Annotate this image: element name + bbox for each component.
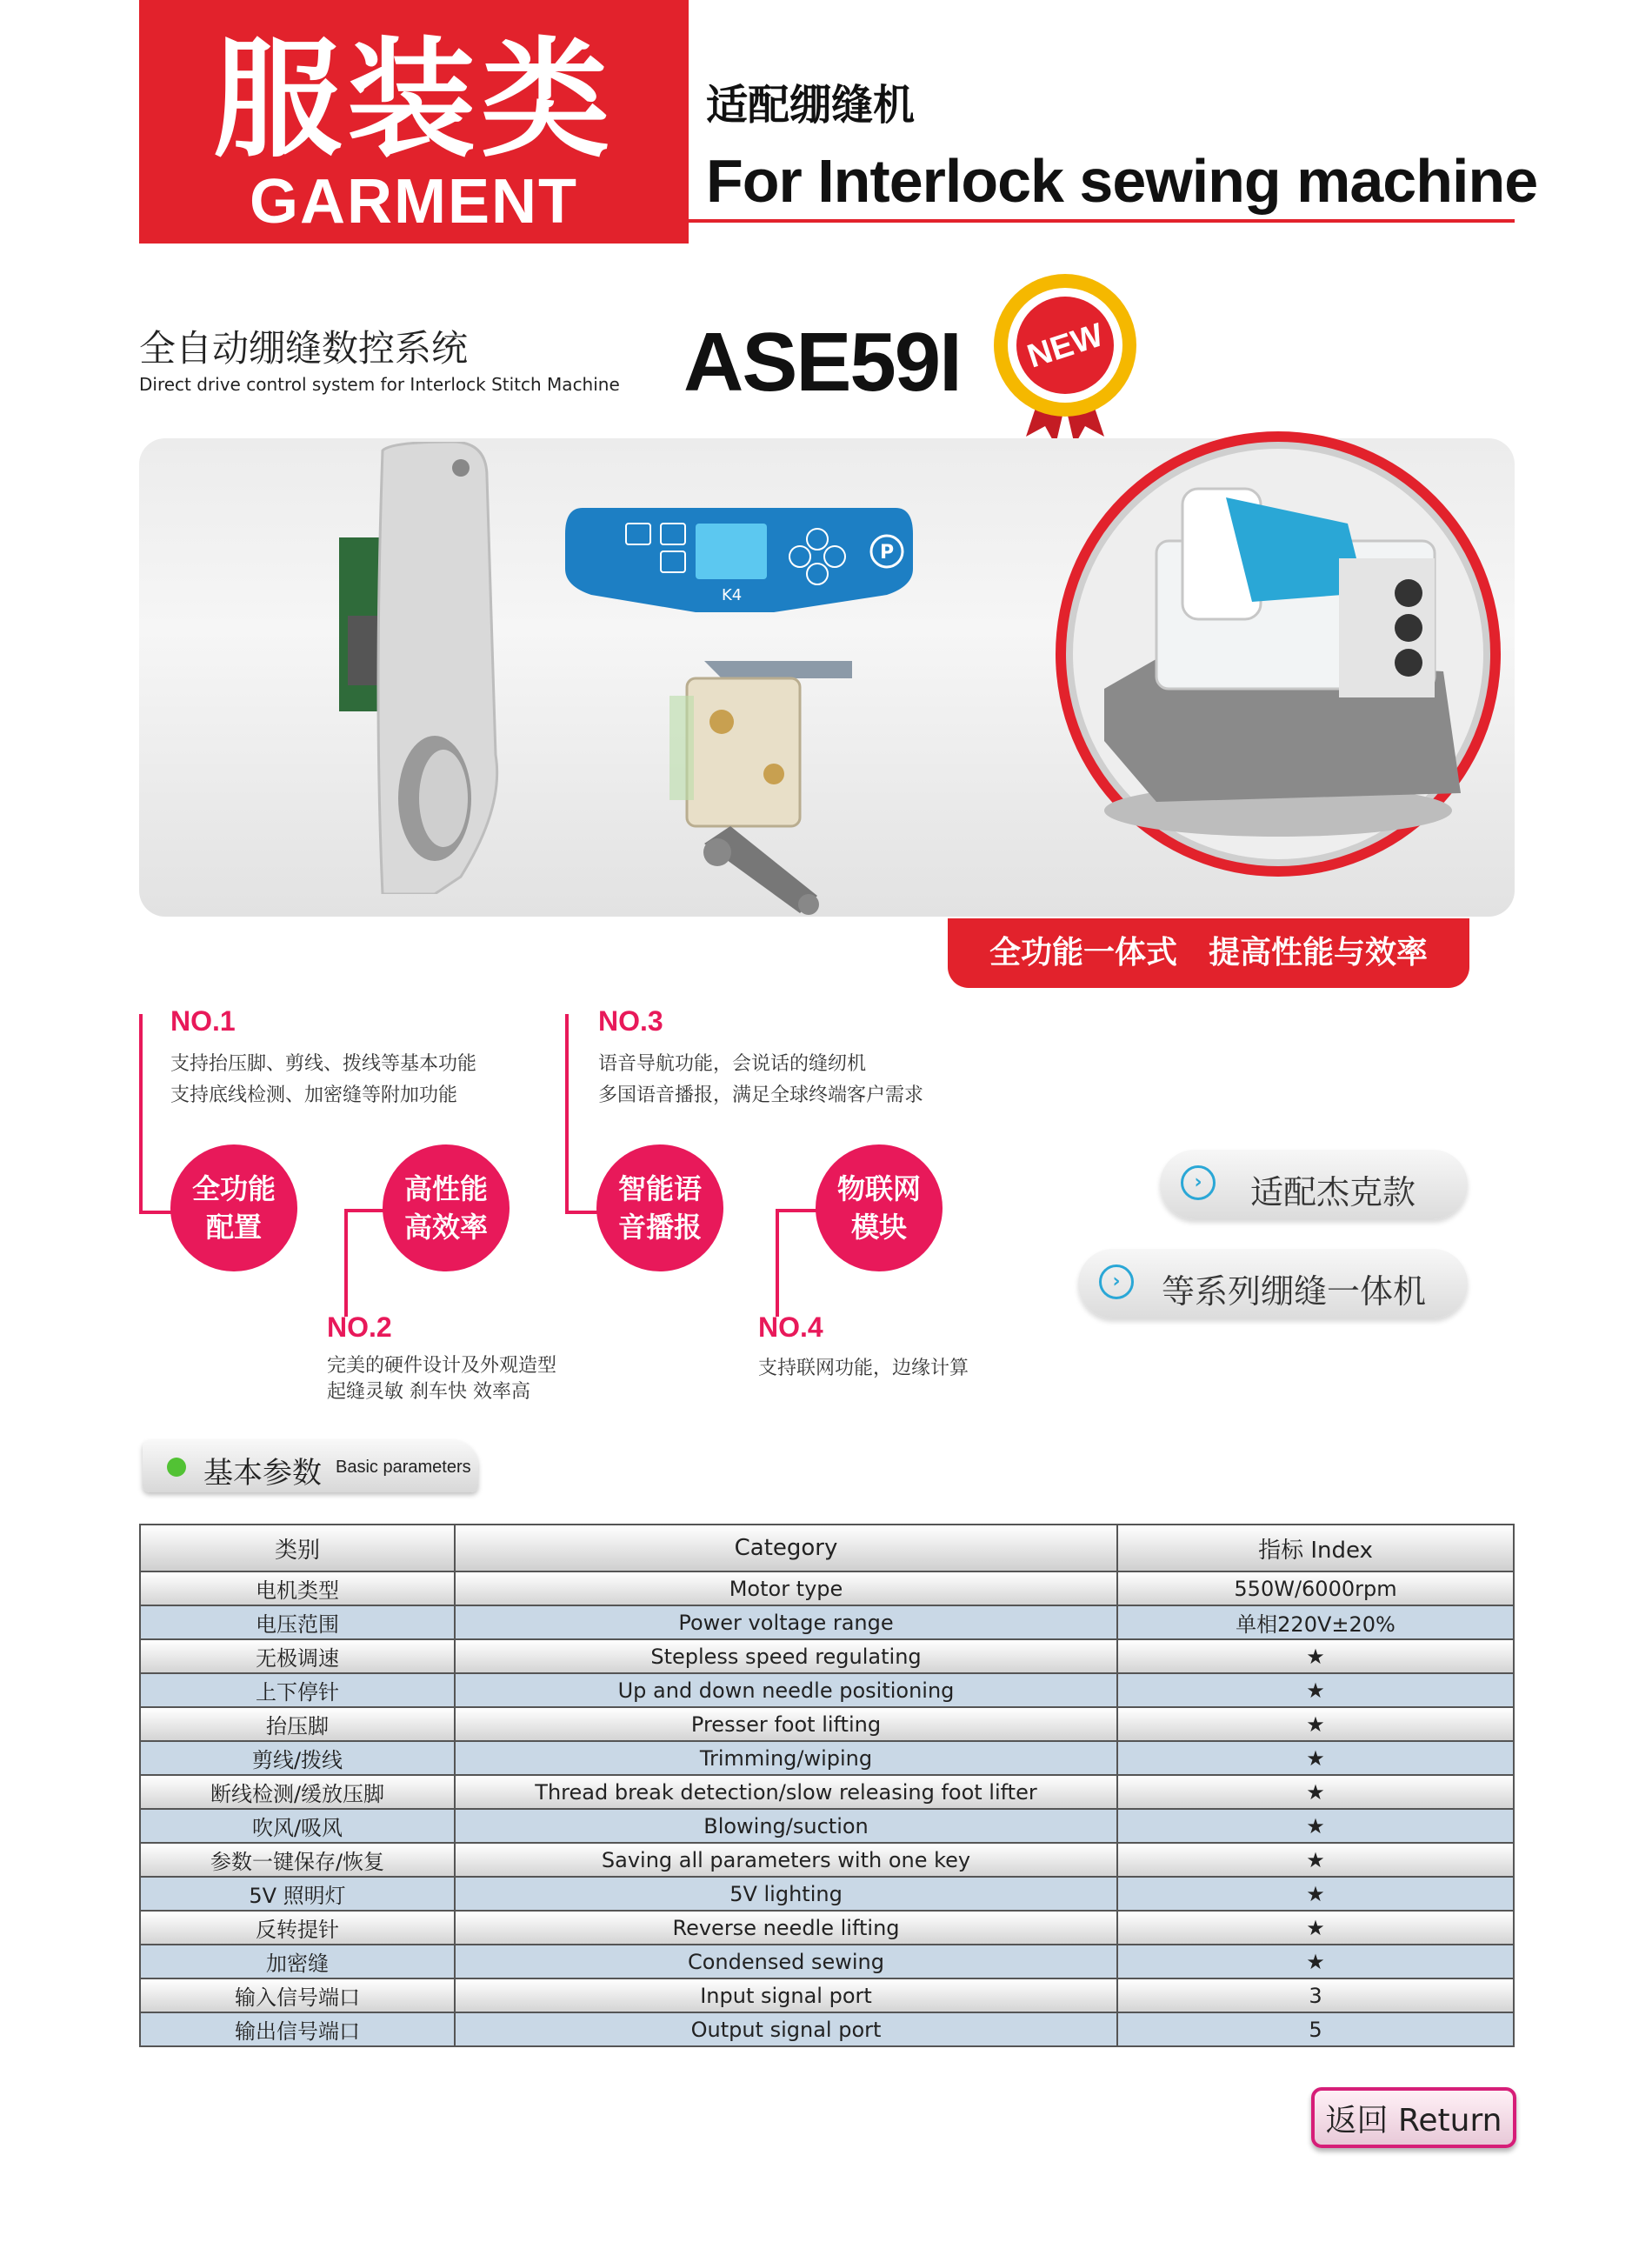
cell-category-en: Trimming/wiping <box>455 1741 1117 1775</box>
keypad-label: K4 <box>722 586 743 604</box>
cell-category-en: Output signal port <box>455 2012 1117 2046</box>
basic-parameters-title-en: Basic parameters <box>336 1458 471 1477</box>
cell-index: ★ <box>1117 1639 1514 1673</box>
feature-1-number: NO.1 <box>170 1005 236 1037</box>
cell-category-en: Stepless speed regulating <box>455 1639 1117 1673</box>
feature-4-circle-line-2: 模块 <box>850 1211 907 1244</box>
header-cell-category-en: Category <box>455 1525 1117 1571</box>
feature-2-line-2: 起缝灵敏 刹车快 效率高 <box>327 1381 530 1403</box>
feature-2-desc <box>327 1353 556 1405</box>
cell-category-en: Saving all parameters with one key <box>455 1843 1117 1877</box>
feature-2-circle-line-2: 高效率 <box>403 1211 488 1244</box>
cell-category-en: Thread break detection/slow releasing foot lifter <box>455 1775 1117 1809</box>
cell-category-en: Motor type <box>455 1571 1117 1605</box>
cell-index: ★ <box>1117 1911 1514 1945</box>
category-title-en: GARMENT <box>250 167 578 237</box>
cell-category-zh: 剪线/拨线 <box>140 1741 455 1775</box>
feature-4-connector-h <box>776 1209 819 1212</box>
feature-4-circle <box>816 1144 943 1271</box>
cell-category-en: Power voltage range <box>455 1605 1117 1639</box>
system-title-en: Direct drive control system for Interlock Stitch Machine <box>139 374 620 395</box>
parameters-table <box>139 1524 1515 2047</box>
cell-index: ★ <box>1117 1741 1514 1775</box>
header-cell-category-zh: 类别 <box>140 1525 455 1571</box>
servo-motor-image <box>330 442 522 894</box>
table-row <box>140 1741 1514 1775</box>
feature-3-desc <box>598 1049 923 1111</box>
system-title-zh: 全自动绷缝数控系统 <box>139 327 469 370</box>
feature-3-connector-v <box>565 1014 569 1214</box>
feature-4-line-1: 支持联网功能，边缘计算 <box>758 1358 969 1379</box>
cell-category-en: Reverse needle lifting <box>455 1911 1117 1945</box>
feature-1-line-1: 支持抬压脚、剪线、拨线等基本功能 <box>170 1053 477 1075</box>
compat-pill-2 <box>1078 1249 1468 1318</box>
cell-category-zh: 无极调速 <box>140 1639 455 1673</box>
feature-2-connector-v <box>344 1209 348 1317</box>
cell-category-zh: 电机类型 <box>140 1571 455 1605</box>
feature-3-line-2: 多国语音播报，满足全球终端客户需求 <box>598 1084 924 1106</box>
basic-parameters-title-zh: 基本参数 <box>203 1456 322 1491</box>
cell-category-en: Condensed sewing <box>455 1945 1117 1978</box>
cell-category-zh: 电压范围 <box>140 1605 455 1639</box>
cell-index: 3 <box>1117 1978 1514 2012</box>
cell-index: ★ <box>1117 1945 1514 1978</box>
cell-index: ★ <box>1117 1673 1514 1707</box>
cell-category-zh: 抬压脚 <box>140 1707 455 1741</box>
cell-category-en: Presser foot lifting <box>455 1707 1117 1741</box>
table-row <box>140 1945 1514 1978</box>
table-row <box>140 1605 1514 1639</box>
control-keypad-image <box>565 499 913 614</box>
compat-pill-2-text: 等系列绷缝一体机 <box>1162 1272 1427 1311</box>
cell-index: 5 <box>1117 2012 1514 2046</box>
feature-1-connector-h <box>139 1211 174 1214</box>
cell-category-en: Up and down needle positioning <box>455 1673 1117 1707</box>
table-row <box>140 1775 1514 1809</box>
feature-4-desc <box>758 1353 969 1385</box>
feature-1-desc <box>170 1049 476 1111</box>
solenoid-bracket-image <box>652 644 861 922</box>
cell-index: ★ <box>1117 1877 1514 1911</box>
cell-category-en: Blowing/suction <box>455 1809 1117 1843</box>
feature-1-circle-line-1: 全功能 <box>191 1172 276 1205</box>
feature-2-circle-line-1: 高性能 <box>403 1172 488 1205</box>
table-row <box>140 1843 1514 1877</box>
chevron-right-icon: › <box>1181 1165 1216 1200</box>
basic-parameters-tab <box>143 1440 478 1492</box>
title-underline <box>689 219 1515 223</box>
feature-3-connector-h <box>565 1211 600 1214</box>
cell-category-en: Input signal port <box>455 1978 1117 2012</box>
feature-1-connector-v <box>139 1014 143 1214</box>
category-title-zh: 服装类 <box>213 25 615 175</box>
cell-index: ★ <box>1117 1775 1514 1809</box>
compat-pill-1-text: 适配杰克款 <box>1250 1173 1416 1211</box>
feature-4-number: NO.4 <box>758 1311 823 1343</box>
feature-3-circle <box>596 1144 723 1271</box>
cell-index: 单相220V±20% <box>1117 1605 1514 1639</box>
cell-category-zh: 加密缝 <box>140 1945 455 1978</box>
cell-index: ★ <box>1117 1843 1514 1877</box>
cell-category-zh: 输入信号端口 <box>140 1978 455 2012</box>
table-row <box>140 1877 1514 1911</box>
feature-4-connector-v <box>776 1209 779 1317</box>
cell-index: ★ <box>1117 1707 1514 1741</box>
table-row <box>140 1978 1514 2012</box>
model-name: ASE59I <box>683 316 961 409</box>
cell-category-zh: 参数一键保存/恢复 <box>140 1843 455 1877</box>
feature-2-line-1: 完美的硬件设计及外观造型 <box>327 1355 557 1377</box>
return-button[interactable]: 返回 Return <box>1311 2087 1516 2148</box>
feature-3-number: NO.3 <box>598 1005 663 1037</box>
feature-2-circle <box>383 1144 510 1271</box>
cell-category-zh: 上下停针 <box>140 1673 455 1707</box>
slogan-ribbon: 全功能一体式 提高性能与效率 <box>948 918 1469 988</box>
cell-category-zh: 反转提针 <box>140 1911 455 1945</box>
cell-category-en: 5V lighting <box>455 1877 1117 1911</box>
feature-2-connector-h <box>344 1209 386 1212</box>
cell-category-zh: 5V 照明灯 <box>140 1877 455 1911</box>
feature-3-circle-line-1: 智能语 <box>617 1172 702 1205</box>
interlock-machine-image <box>1052 428 1504 880</box>
table-row <box>140 1911 1514 1945</box>
table-row <box>140 1707 1514 1741</box>
feature-1-circle-line-2: 配置 <box>205 1211 262 1244</box>
header-cell-index: 指标 Index <box>1117 1525 1514 1571</box>
new-badge-icon <box>991 271 1139 445</box>
fit-title-zh: 适配绷缝机 <box>706 81 916 130</box>
feature-3-circle-line-2: 音播报 <box>617 1211 702 1244</box>
svg-text:P: P <box>879 542 895 564</box>
cell-category-zh: 断线检测/缓放压脚 <box>140 1775 455 1809</box>
feature-4-circle-line-1: 物联网 <box>836 1172 921 1205</box>
cell-index: 550W/6000rpm <box>1117 1571 1514 1605</box>
table-row <box>140 1571 1514 1605</box>
table-row <box>140 1809 1514 1843</box>
cell-index: ★ <box>1117 1809 1514 1843</box>
feature-3-line-1: 语音导航功能，会说话的缝纫机 <box>598 1053 867 1075</box>
feature-2-number: NO.2 <box>327 1311 392 1343</box>
compat-pill-1 <box>1160 1150 1468 1219</box>
keypad-screen <box>696 524 767 579</box>
cell-category-zh: 吹风/吸风 <box>140 1809 455 1843</box>
table-row <box>140 1673 1514 1707</box>
fit-title-en: For Interlock sewing machine <box>706 147 1538 215</box>
table-row <box>140 1639 1514 1673</box>
table-row <box>140 2012 1514 2046</box>
cell-category-zh: 输出信号端口 <box>140 2012 455 2046</box>
feature-1-line-2: 支持底线检测、加密缝等附加功能 <box>170 1084 458 1106</box>
green-dot-icon <box>167 1458 186 1477</box>
badge-text: NEW <box>1023 317 1108 376</box>
feature-1-circle <box>170 1144 297 1271</box>
chevron-right-icon: › <box>1099 1264 1134 1299</box>
table-header-row <box>140 1525 1514 1571</box>
